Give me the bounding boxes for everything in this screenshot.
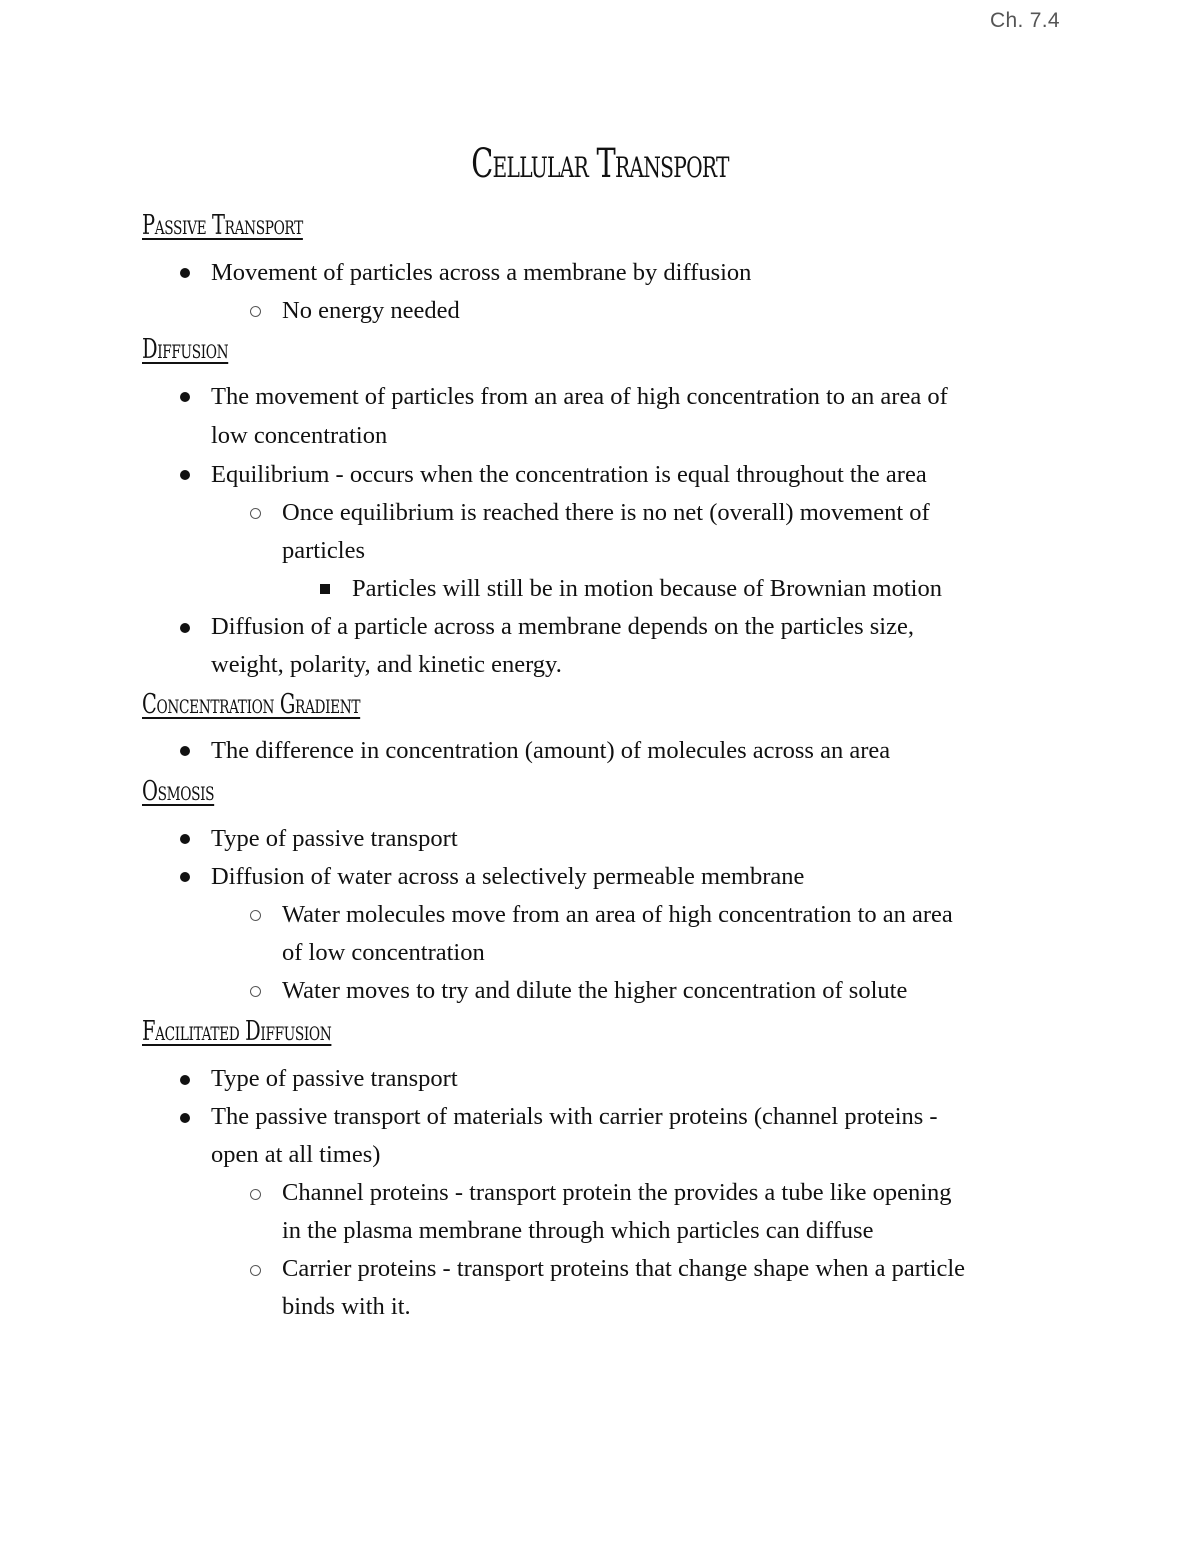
bullet-square-icon bbox=[320, 584, 330, 594]
bullet-filled-icon bbox=[180, 834, 190, 844]
bullet-filled-icon bbox=[180, 623, 190, 633]
diffusion-line-2: Equilibrium - occurs when the concentration is equal throughout the area bbox=[211, 461, 927, 488]
bullet-hollow-icon bbox=[250, 306, 261, 317]
diffusion-line-3b: particles bbox=[282, 537, 365, 564]
bullet-hollow-icon bbox=[250, 910, 261, 921]
diffusion-line-3a: Once equilibrium is reached there is no net (overall) movement of bbox=[282, 499, 930, 526]
osmosis-line-4: Water moves to try and dilute the higher concentration of solute bbox=[282, 977, 908, 1004]
bullet-filled-icon bbox=[180, 392, 190, 402]
passive-line-1: Movement of particles across a membrane by diffusion bbox=[211, 259, 752, 286]
passive-line-2: No energy needed bbox=[282, 297, 460, 324]
bullet-filled-icon bbox=[180, 268, 190, 278]
heading-osmosis: Osmosis bbox=[142, 776, 215, 807]
bullet-filled-icon bbox=[180, 746, 190, 756]
facilitated-line-4b: binds with it. bbox=[282, 1293, 411, 1320]
heading-concentration-gradient: Concentration Gradient bbox=[142, 689, 361, 720]
diffusion-line-5b: weight, polarity, and kinetic energy. bbox=[211, 651, 562, 678]
facilitated-line-2b: open at all times) bbox=[211, 1141, 381, 1168]
diffusion-line-1b: low concentration bbox=[211, 422, 388, 449]
heading-facilitated-diffusion: Facilitated Diffusion bbox=[142, 1016, 332, 1047]
osmosis-line-2: Diffusion of water across a selectively permeable membrane bbox=[211, 863, 805, 890]
facilitated-line-3b: in the plasma membrane through which particles can diffuse bbox=[282, 1217, 874, 1244]
bullet-hollow-icon bbox=[250, 508, 261, 519]
osmosis-line-3b: of low concentration bbox=[282, 939, 485, 966]
bullet-hollow-icon bbox=[250, 986, 261, 997]
osmosis-line-3a: Water molecules move from an area of high concentration to an area bbox=[282, 901, 953, 928]
page-header-chapter: Ch. 7.4 bbox=[990, 9, 1060, 32]
gradient-line-1: The difference in concentration (amount) of molecules across an area bbox=[211, 737, 891, 764]
heading-diffusion: Diffusion bbox=[142, 334, 229, 365]
facilitated-line-2a: The passive transport of materials with carrier proteins (channel proteins - bbox=[211, 1103, 938, 1130]
bullet-hollow-icon bbox=[250, 1189, 261, 1200]
bullet-filled-icon bbox=[180, 1075, 190, 1085]
bullet-hollow-icon bbox=[250, 1265, 261, 1276]
bullet-filled-icon bbox=[180, 872, 190, 882]
facilitated-line-4a: Carrier proteins - transport proteins that change shape when a particle bbox=[282, 1255, 966, 1282]
bullet-filled-icon bbox=[180, 470, 190, 480]
diffusion-line-4: Particles will still be in motion because of Brownian motion bbox=[352, 575, 942, 602]
facilitated-line-1: Type of passive transport bbox=[211, 1065, 458, 1092]
diffusion-line-5a: Diffusion of a particle across a membrane depends on the particles size, bbox=[211, 613, 914, 640]
bullet-filled-icon bbox=[180, 1113, 190, 1123]
page-title: Cellular Transport bbox=[471, 141, 729, 187]
diffusion-line-1a: The movement of particles from an area of high concentration to an area of bbox=[211, 383, 948, 410]
heading-passive-transport: Passive Transport bbox=[142, 210, 303, 241]
osmosis-line-1: Type of passive transport bbox=[211, 825, 458, 852]
facilitated-line-3a: Channel proteins - transport protein the provides a tube like opening bbox=[282, 1179, 952, 1206]
